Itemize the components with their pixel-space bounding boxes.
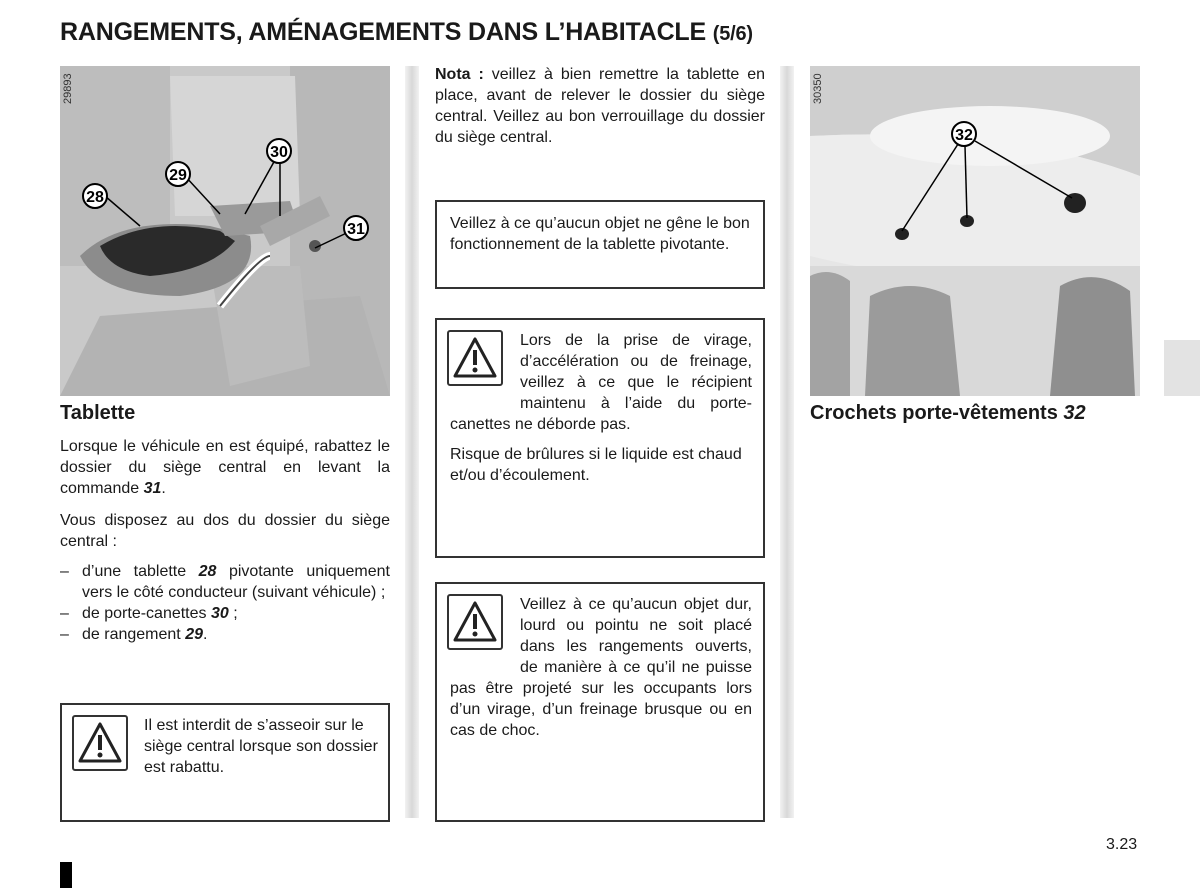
hooks-photo <box>810 66 1140 396</box>
nota-paragraph: Nota : veillez à bien remettre la tablette en place, avant de relever le dossier du siège central. Veillez au bon verrouillage du dossier du siège central. <box>435 66 766 146</box>
nota-label: Nota : <box>435 66 484 83</box>
photo-ref-right: 30350 <box>812 73 824 104</box>
note-box-text: Veillez à ce qu’aucun objet ne gêne le bon fonctionnement de la tablette pivotante. <box>450 215 750 253</box>
warning-triangle-icon <box>72 715 128 771</box>
warning-box-cupholder <box>435 318 765 558</box>
note-box <box>435 200 765 289</box>
warning-text-objects: Veillez à ce qu’aucun objet dur, lourd ou pointu ne soit placé dans les rangements ouverts, de manière à ce qu’il ne puisse pas être projeté sur les occupants lors d’un virage, d’un freinage brusque ou en cas de choc. <box>450 596 752 739</box>
section-heading-tablette: Tablette <box>60 402 136 424</box>
callout-32: 32 <box>955 127 973 144</box>
ref-28: 28 <box>198 563 217 580</box>
page-title-suffix: (5/6) <box>712 23 753 45</box>
paragraph-2: Vous disposez au dos du dossier du siège central : <box>60 512 390 550</box>
column-divider-left <box>405 66 419 818</box>
ref-29: 29 <box>185 626 203 643</box>
warning-text-cupholder: Lors de la prise de virage, d’accélération ou de freinage, veillez à ce que le récipient maintenu à l’aide du porte-canettes ne déborde pas. <box>450 332 752 433</box>
ref-32: 32 <box>1063 402 1086 424</box>
callout-30: 30 <box>270 144 288 161</box>
list-item: – d’une tablette 28 pivotante uniquement vers le côté conducteur (suivant véhicule) ; <box>60 563 390 601</box>
photo-ref-left: 29893 <box>62 73 74 104</box>
registration-mark <box>60 862 72 888</box>
paragraph-1: Lorsque le véhicule en est équipé, rabattez le dossier du siège central en levant la commande 31. <box>60 438 390 497</box>
column-divider-right <box>780 66 794 818</box>
ref-30: 30 <box>210 605 229 622</box>
page-title <box>60 18 753 47</box>
callout-29: 29 <box>169 167 187 184</box>
warning-text-burn: Risque de brûlures si le liquide est chaud et/ou d’écoulement. <box>450 446 742 484</box>
page-title-text: RANGEMENTS, AMÉNAGEMENTS DANS L’HABITACLE <box>60 18 706 46</box>
ref-31: 31 <box>143 480 162 497</box>
hooks-caption: Crochets porte-vêtements 32 <box>810 402 1086 424</box>
warning-text-seat: Il est interdit de s’asseoir sur le siège central lorsque son dossier est rabattu. <box>144 717 378 776</box>
callout-28: 28 <box>86 189 104 206</box>
warning-box-objects <box>435 582 765 822</box>
list-item: – de porte-canettes 30 ; <box>60 605 238 622</box>
feature-list <box>60 561 390 645</box>
warning-box-seat <box>60 703 390 822</box>
chapter-tab <box>1164 340 1200 396</box>
tablette-photo <box>60 66 390 396</box>
list-item: – de rangement 29. <box>60 626 208 643</box>
page-number: 3.23 <box>1106 836 1138 853</box>
callout-31: 31 <box>347 221 365 238</box>
